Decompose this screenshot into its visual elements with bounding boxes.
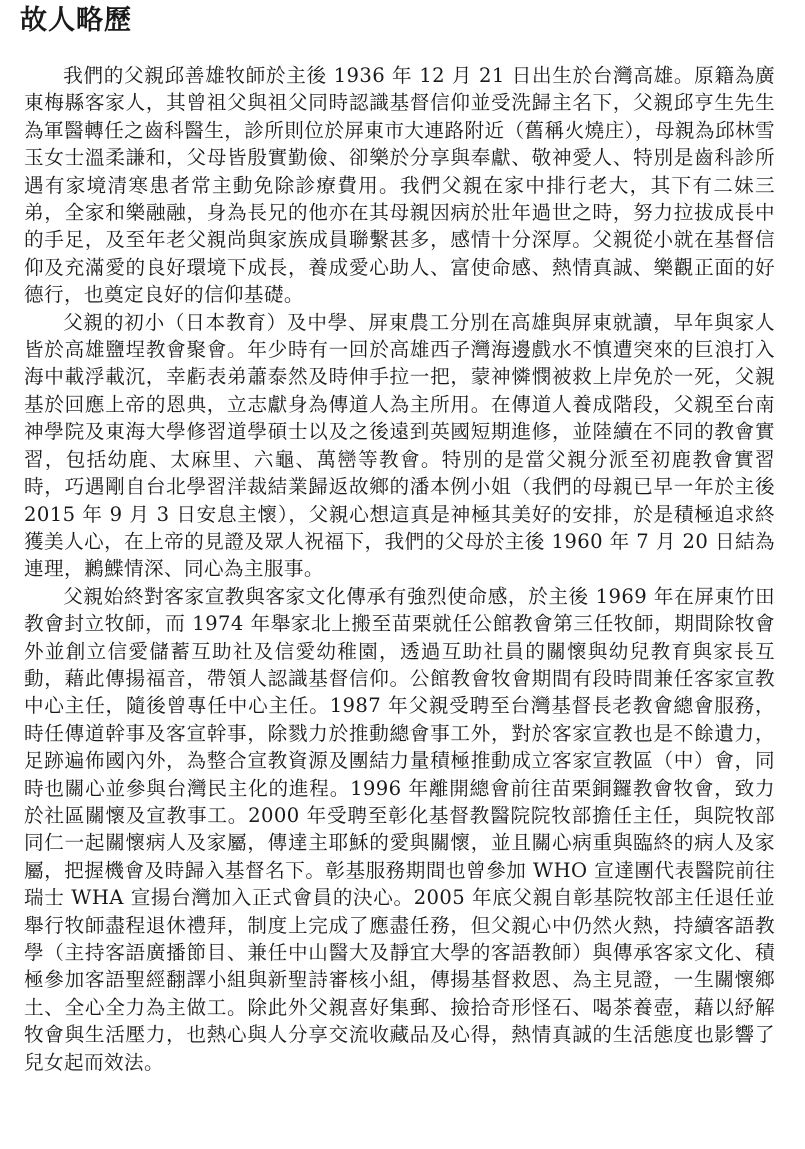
page-title: 故人略歷 — [20, 5, 132, 36]
paragraph-early-life: 我們的父親邱善雄牧師於主後 1936 年 12 月 21 日出生於台灣高雄。原籍為廣東梅縣客家人，其曾祖父與祖父同時認識基督信仰並受洗歸主名下，父親邱亨生先生為軍醫轉任之齒科醫生，診所則位於屏東市大連路附近（舊稱火燒庄），母親為邱林雪玉女士溫柔謙和，父母皆殷實勤儉、卻樂於分享與奉獻、敬神愛人、特別是齒科診所遇有家境清寒患者常主動免除診療費用。我們父親在家中排行老大，其下有二妹三弟，全家和樂融融，身為長兄的他亦在其母親因病於壯年過世之時，努力拉拔成長中的手足，及至年老父親尚與家族成員聯繫甚多，感情十分深厚。父親從小就在基督信仰及充滿愛的良好環境下成長，養成愛心助人、富使命感、熱情真誠、樂觀正面的好德行，也奠定良好的信仰基礎。 — [24, 64, 775, 307]
paragraph-education-marriage: 父親的初小（日本教育）及中學、屏東農工分別在高雄與屏東就讀，早年與家人皆於高雄鹽埕教會聚會。年少時有一回於高雄西子灣海邊戲水不慎遭突來的巨浪打入海中載浮載沉，幸虧表弟蕭泰然及時伸手拉一把，蒙神憐憫被救上岸免於一死，父親基於回應上帝的恩典，立志獻身為傳道人為主所用。在傳道人養成階段，父親至台南神學院及東海大學修習道學碩士以及之後遠到英國短期進修，並陸續在不同的教會實習，包括幼鹿、太麻里、六龜、萬巒等教會。特別的是當父親分派至初鹿教會實習時，巧遇剛自台北學習洋裁結業歸返故鄉的潘本例小姐（我們的母親已早一年於主後 2015 年 9 月 3 日安息主懷），父親心想這真是神極其美好的安排，於是積極追求終獲美人心，在上帝的見證及眾人祝福下，我們的父母於主後 1960 年 7 月 20 日結為連理，鶼鰈情深、同心為主服事。 — [24, 310, 775, 581]
paragraph-ministry: 父親始終對客家宣教與客家文化傳承有強烈使命感，於主後 1969 年在屏東竹田教會封立牧師，而 1974 年舉家北上搬至苗栗就任公館教會第三任牧師，期間除牧會外並創立信愛儲蓄互助社及信愛幼稚園，透過互助社員的關懷與幼兒教育與家長互動，藉此傳揚福音，帶領人認識基督信仰。公館教會牧會期間有段時間兼任客家宣教中心主任，隨後曾專任中心主任。1987 年父親受聘至台灣基督長老教會總會服務，時任傳道幹事及客宣幹事，除戮力於推動總會事工外，對於客家宣教也是不餘遺力，足跡遍佈國內外，為整合宣教資源及團結力量積極推動成立客家宣教區（中）會，同時也關心並參與台灣民主化的進程。1996 年離開總會前往苗栗銅鑼教會牧會，致力於社區關懷及宣教事工。2000 年受聘至彰化基督教醫院院牧部擔任主任，與院牧部同仁一起關懷病人及家屬，傳達主耶穌的愛與關懷，並且關心病重與臨終的病人及家屬，把握機會及時歸入基督名下。彰基服務期間也曾參加 WHO 宣達團代表醫院前往瑞士 WHA 宣揚台灣加入正式會員的決心。2005 年底父親自彰基院牧部主任退任並舉行牧師盡程退休禮拜，制度上完成了應盡任務，但父親心中仍然火熱，持續客語教學（主持客語廣播節目、兼任中山醫大及靜宜大學的客語教師）與傳承客家文化、積極參加客語聖經翻譯小組與新聖詩審核小組，傳揚基督救恩、為主見證，一生關懷鄉土、全心全力為主做工。除此外父親喜好集郵、撿拾奇形怪石、喝茶養壺，藉以紓解牧會與生活壓力，也熱心與人分享交流收藏品及心得，熱情真誠的生活態度也影響了兒女起而效法。 — [24, 584, 775, 1074]
